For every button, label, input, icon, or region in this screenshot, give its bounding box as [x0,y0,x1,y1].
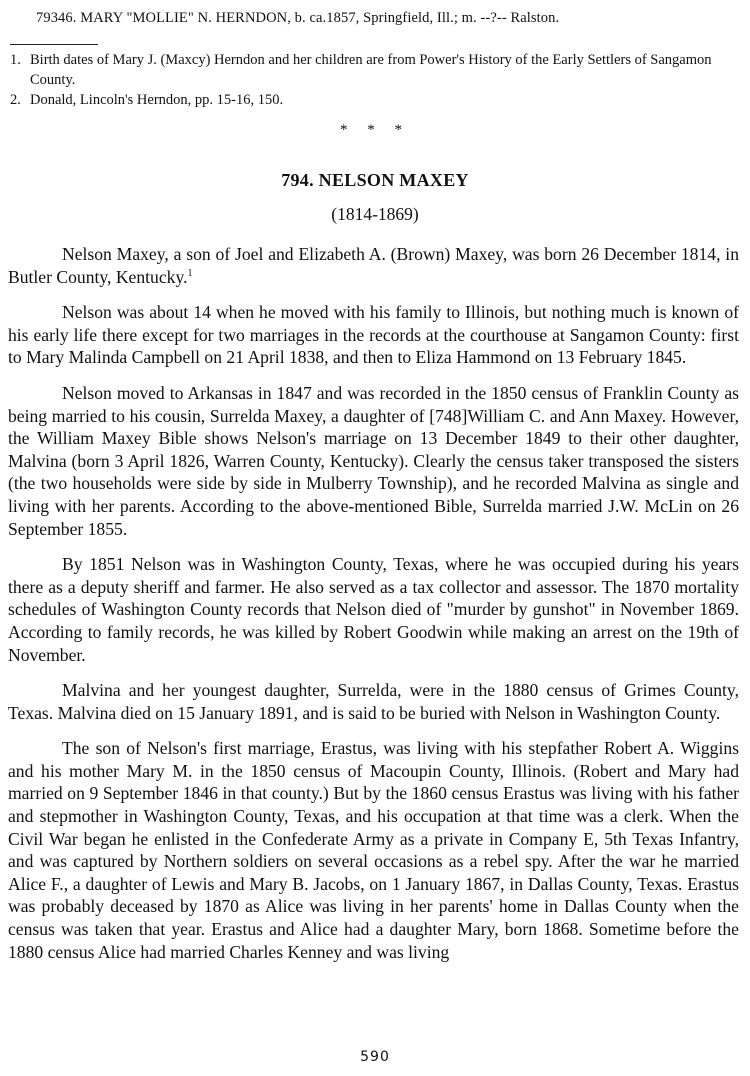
paragraph: Nelson was about 14 when he moved with his family to Illinois, but nothing much is known of his early life there except for two marriages in the records at the courthouse at Sangamon County: first to Mary Malinda Campbell on 21 April 1838, and then to Eliza Hammond on 13 February 1845. [8,302,739,368]
paragraph: By 1851 Nelson was in Washington County, Texas, where he was occupied during his years there as a deputy sheriff and farmer. He also served as a tax collector and assessor. The 1870 mortality schedules of Washington County records that Nelson died of "murder by gunshot" in November 1869. According to family records, he was killed by Robert Goodwin while making an arrest on the 19th of November. [8,554,739,665]
entry-header-line: 79346. MARY "MOLLIE" N. HERNDON, b. ca.1857, Springfield, Ill.; m. --?-- Ralston. [36,10,560,26]
footnote-rule [10,44,98,45]
footnote-ref: 1 [187,267,193,279]
footnote-number: 2. [10,92,21,108]
footnote-text: Birth dates of Mary J. (Maxcy) Herndon and her children are from Power's History of the Early Settlers of Sangamon County. [30,52,712,88]
footnote-number: 1. [10,52,21,68]
footnotes [10,50,740,110]
paragraph: Nelson moved to Arkansas in 1847 and was recorded in the 1850 census of Franklin County as being married to his cousin, Surrelda Maxey, a daughter of [748]William C. and Ann Maxey. However, the William Maxey Bible shows Nelson's marriage on 13 December 1849 to their other daughter, Malvina (born 3 April 1826, Warren County, Kentucky). Clearly the census taker transposed the sisters (the two households were side by side in Mulberry Township), and he recorded Malvina as single and living with her parents. According to the above-mentioned Bible, Surrelda married J.W. McLin on 26 September 1855. [8,382,739,539]
paragraph [8,243,739,288]
footnote-1 [10,50,740,90]
page-number: 590 [360,1049,390,1065]
section-dates: (1814-1869) [331,204,419,224]
paragraph: Malvina and her youngest daughter, Surrelda, were in the 1880 census of Grimes County, Texas. Malvina died on 15 January 1891, and is said to be buried with Nelson in Washington County. [8,680,739,723]
paragraph: The son of Nelson's first marriage, Erastus, was living with his stepfather Robert A. Wiggins and his mother Mary M. in the 1850 census of Macoupin County, Illinois. (Robert and Mary had married on 9 September 1846 in that county.) But by the 1860 census Erastus was living with his father and stepmother in Washington County, Texas, and his occupation at that time was a clerk. When the Civil War began he enlisted in the Confederate Army as a private in Company E, 5th Texas Infantry, and was captured by Northern soldiers on several occasions as a rebel spy. After the war he married Alice F., a daughter of Lewis and Mary B. Jacobs, on 1 January 1867, in Dallas County, Texas. Erastus was probably deceased by 1870 as Alice was living in her parents' home in Dallas County when the census was taken that year. Erastus and Alice had a daughter Mary, born 1868. Sometime before the 1880 census Alice had married Charles Kenney and was living [8,738,739,962]
footnote-text: Donald, Lincoln's Herndon, pp. 15-16, 150. [30,92,284,108]
footnote-2 [10,90,740,110]
paragraph-text: Nelson Maxey, a son of Joel and Elizabeth A. (Brown) Maxey, was born 26 December 1814, in Butler County, Kentucky. [8,244,739,287]
section-separator: * * * [340,122,410,138]
body-text [8,243,739,976]
section-title: 794. NELSON MAXEY [281,170,469,190]
